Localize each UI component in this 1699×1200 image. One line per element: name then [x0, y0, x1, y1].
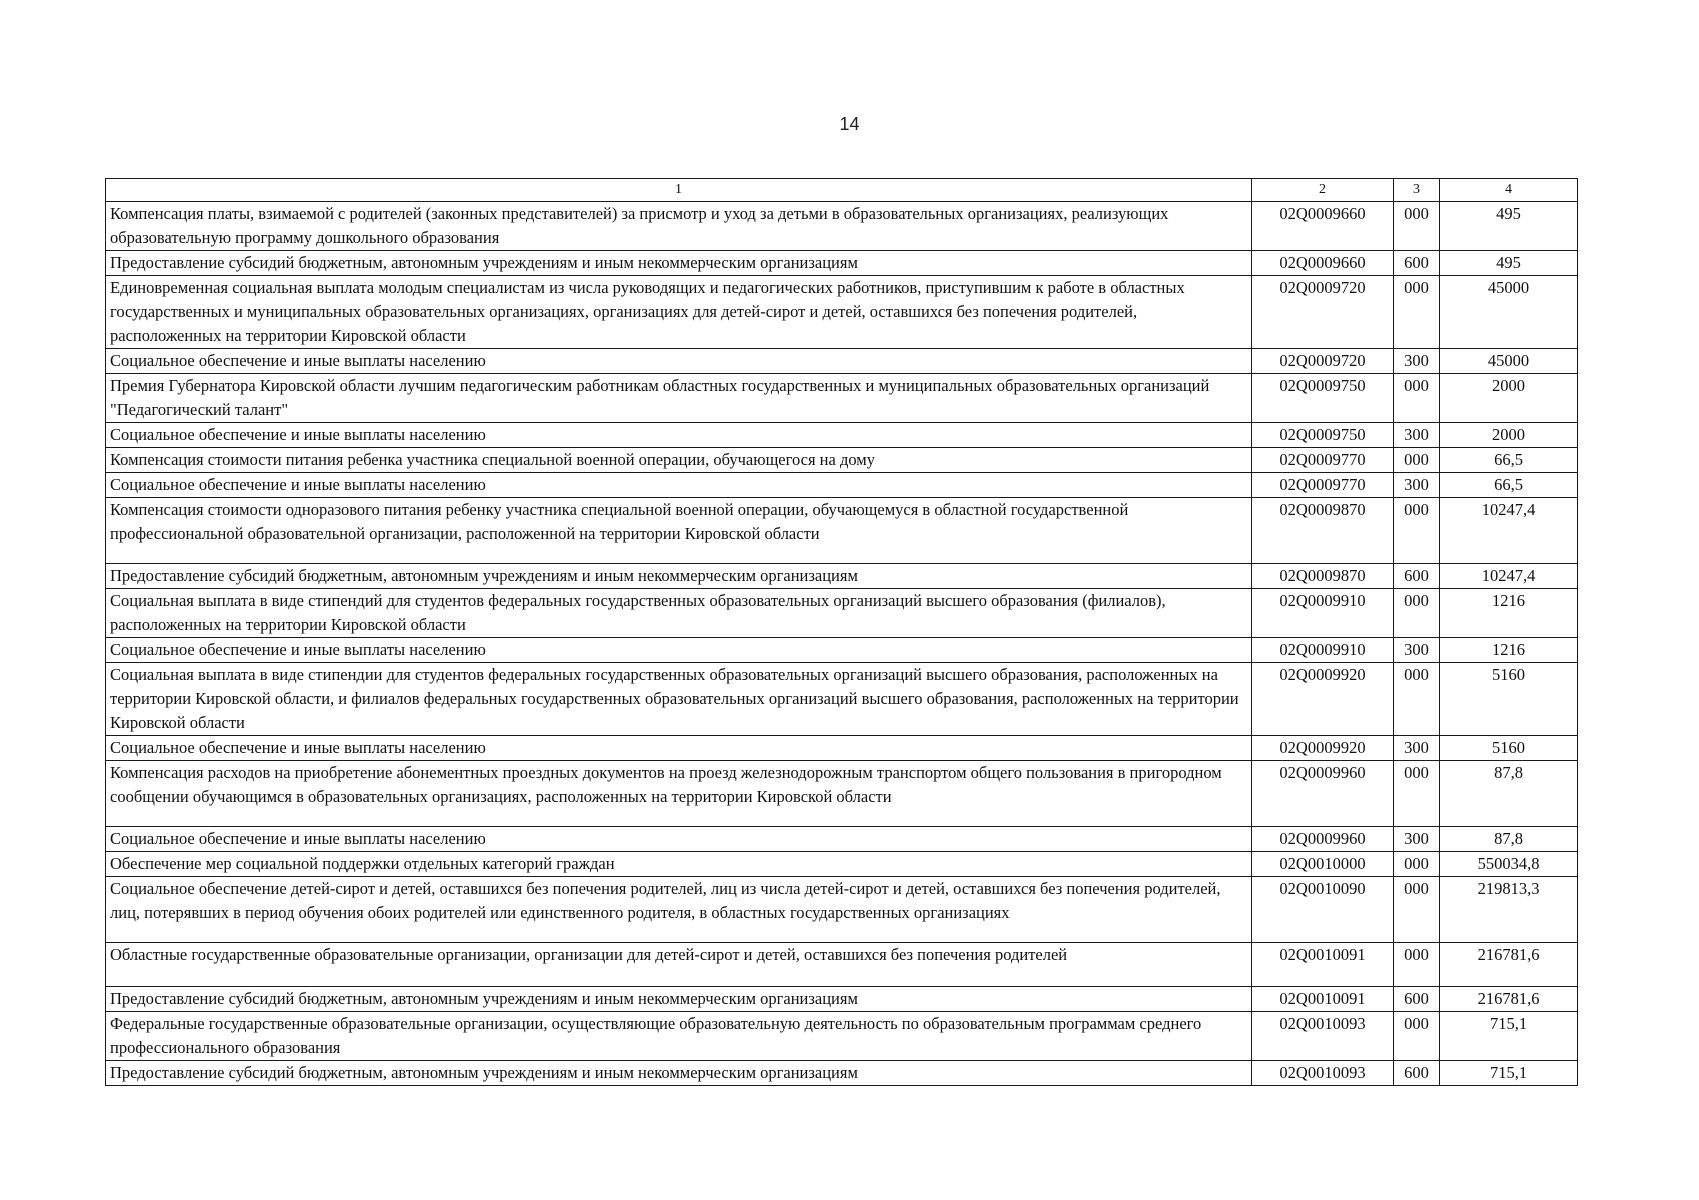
row-amount-cell: 87,8	[1440, 827, 1578, 852]
row-amount-cell: 66,5	[1440, 448, 1578, 473]
row-name-cell: Социальное обеспечение и иные выплаты населению	[106, 473, 1252, 498]
row-code-cell: 02Q0009660	[1252, 202, 1394, 251]
row-amount-cell: 216781,6	[1440, 987, 1578, 1012]
table-row	[106, 423, 1578, 448]
table-row	[106, 1061, 1578, 1086]
table-row	[106, 987, 1578, 1012]
page-number: 14	[839, 114, 860, 134]
row-name-cell: Социальное обеспечение и иные выплаты населению	[106, 423, 1252, 448]
column-header-2: 2	[1252, 179, 1394, 202]
budget-table	[105, 178, 1578, 1086]
row-type-cell: 000	[1394, 943, 1440, 987]
row-amount-cell: 216781,6	[1440, 943, 1578, 987]
table-row	[106, 638, 1578, 663]
row-type-cell: 000	[1394, 202, 1440, 251]
row-type-cell: 000	[1394, 448, 1440, 473]
row-type-cell: 300	[1394, 638, 1440, 663]
row-code-cell: 02Q0009960	[1252, 827, 1394, 852]
row-code-cell: 02Q0009770	[1252, 473, 1394, 498]
row-name-cell: Предоставление субсидий бюджетным, автономным учреждениям и иным некоммерческим организациям	[106, 987, 1252, 1012]
row-type-cell: 300	[1394, 827, 1440, 852]
table-row	[106, 877, 1578, 943]
row-amount-cell: 2000	[1440, 374, 1578, 423]
row-name-cell: Единовременная социальная выплата молодым специалистам из числа руководящих и педагогических работников, приступившим к работе в областных государственных и муниципальных образовательных организациях, организациях для детей-сирот и детей, оставшихся без попечения родителей, расположенных на территории Кировской области	[106, 276, 1252, 349]
row-type-cell: 300	[1394, 473, 1440, 498]
row-name-cell: Социальное обеспечение и иные выплаты населению	[106, 349, 1252, 374]
row-name-cell: Компенсация расходов на приобретение абонементных проездных документов на проезд железнодорожным транспортом общего пользования в пригородном сообщении обучающимся в образовательных организациях, расположенных на территории Кировской области	[106, 761, 1252, 827]
row-type-cell: 000	[1394, 276, 1440, 349]
row-code-cell: 02Q0009910	[1252, 589, 1394, 638]
table-row	[106, 852, 1578, 877]
table-row	[106, 663, 1578, 736]
row-amount-cell: 1216	[1440, 638, 1578, 663]
column-header-3: 3	[1394, 179, 1440, 202]
row-name-cell: Предоставление субсидий бюджетным, автономным учреждениям и иным некоммерческим организациям	[106, 251, 1252, 276]
row-name-cell: Компенсация стоимости одноразового питания ребенку участника специальной военной операции, обучающемуся в областной государственной профессиональной образовательной организации, расположенной на территории Кировской области	[106, 498, 1252, 564]
table-row	[106, 589, 1578, 638]
row-type-cell: 000	[1394, 877, 1440, 943]
table-row	[106, 349, 1578, 374]
row-amount-cell: 5160	[1440, 736, 1578, 761]
row-name-cell: Социальная выплата в виде стипендии для студентов федеральных государственных образовательных организаций высшего образования, расположенных на территории Кировской области, и филиалов федеральных государственных образовательных организаций высшего образования, расположенных на территории Кировской области	[106, 663, 1252, 736]
table-row	[106, 473, 1578, 498]
row-amount-cell: 715,1	[1440, 1061, 1578, 1086]
table-body	[106, 202, 1578, 1086]
row-name-cell: Социальная выплата в виде стипендий для студентов федеральных государственных образовательных организаций высшего образования (филиалов), расположенных на территории Кировской области	[106, 589, 1252, 638]
row-code-cell: 02Q0009660	[1252, 251, 1394, 276]
row-name-cell: Обеспечение мер социальной поддержки отдельных категорий граждан	[106, 852, 1252, 877]
table-row	[106, 374, 1578, 423]
row-type-cell: 600	[1394, 987, 1440, 1012]
row-amount-cell: 219813,3	[1440, 877, 1578, 943]
table-row	[106, 827, 1578, 852]
table-row	[106, 498, 1578, 564]
table-row	[106, 761, 1578, 827]
row-name-cell: Социальное обеспечение и иные выплаты населению	[106, 638, 1252, 663]
row-type-cell: 000	[1394, 761, 1440, 827]
row-type-cell: 300	[1394, 349, 1440, 374]
row-code-cell: 02Q0010093	[1252, 1012, 1394, 1061]
row-code-cell: 02Q0009960	[1252, 761, 1394, 827]
row-name-cell: Федеральные государственные образовательные организации, осуществляющие образовательную деятельность по образовательным программам среднего профессионального образования	[106, 1012, 1252, 1061]
row-name-cell: Социальное обеспечение детей-сирот и детей, оставшихся без попечения родителей, лиц из числа детей-сирот и детей, оставшихся без попечения родителей, лиц, потерявших в период обучения обоих родителей или единственного родителя, в областных государственных организациях	[106, 877, 1252, 943]
table-row	[106, 736, 1578, 761]
row-code-cell: 02Q0009720	[1252, 276, 1394, 349]
row-name-cell: Премия Губернатора Кировской области лучшим педагогическим работникам областных государственных и муниципальных образовательных организаций "Педагогический талант"	[106, 374, 1252, 423]
row-type-cell: 300	[1394, 736, 1440, 761]
row-amount-cell: 45000	[1440, 349, 1578, 374]
table-row	[106, 448, 1578, 473]
row-code-cell: 02Q0009920	[1252, 736, 1394, 761]
row-name-cell: Социальное обеспечение и иные выплаты населению	[106, 736, 1252, 761]
row-type-cell: 600	[1394, 1061, 1440, 1086]
table-row	[106, 564, 1578, 589]
table-row	[106, 1012, 1578, 1061]
row-name-cell: Предоставление субсидий бюджетным, автономным учреждениям и иным некоммерческим организациям	[106, 564, 1252, 589]
row-code-cell: 02Q0009910	[1252, 638, 1394, 663]
row-type-cell: 000	[1394, 498, 1440, 564]
row-code-cell: 02Q0010091	[1252, 987, 1394, 1012]
row-name-cell: Предоставление субсидий бюджетным, автономным учреждениям и иным некоммерческим организациям	[106, 1061, 1252, 1086]
row-type-cell: 600	[1394, 564, 1440, 589]
row-amount-cell: 66,5	[1440, 473, 1578, 498]
row-amount-cell: 10247,4	[1440, 498, 1578, 564]
row-code-cell: 02Q0009770	[1252, 448, 1394, 473]
table-header-row	[106, 179, 1578, 202]
row-name-cell: Социальное обеспечение и иные выплаты населению	[106, 827, 1252, 852]
row-type-cell: 000	[1394, 589, 1440, 638]
row-amount-cell: 495	[1440, 202, 1578, 251]
row-code-cell: 02Q0009750	[1252, 374, 1394, 423]
row-amount-cell: 2000	[1440, 423, 1578, 448]
table-row	[106, 276, 1578, 349]
row-amount-cell: 550034,8	[1440, 852, 1578, 877]
row-code-cell: 02Q0009920	[1252, 663, 1394, 736]
row-amount-cell: 715,1	[1440, 1012, 1578, 1061]
row-type-cell: 000	[1394, 663, 1440, 736]
table-row	[106, 943, 1578, 987]
column-header-4: 4	[1440, 179, 1578, 202]
row-amount-cell: 45000	[1440, 276, 1578, 349]
row-code-cell: 02Q0009720	[1252, 349, 1394, 374]
row-code-cell: 02Q0010000	[1252, 852, 1394, 877]
row-type-cell: 000	[1394, 852, 1440, 877]
row-code-cell: 02Q0010093	[1252, 1061, 1394, 1086]
row-name-cell: Компенсация стоимости питания ребенка участника специальной военной операции, обучающегося на дому	[106, 448, 1252, 473]
row-code-cell: 02Q0009870	[1252, 498, 1394, 564]
row-code-cell: 02Q0010090	[1252, 877, 1394, 943]
row-type-cell: 300	[1394, 423, 1440, 448]
row-type-cell: 000	[1394, 374, 1440, 423]
row-code-cell: 02Q0009750	[1252, 423, 1394, 448]
row-name-cell: Компенсация платы, взимаемой с родителей (законных представителей) за присмотр и уход за детьми в образовательных организациях, реализующих образовательную программу дошкольного образования	[106, 202, 1252, 251]
row-amount-cell: 495	[1440, 251, 1578, 276]
row-code-cell: 02Q0009870	[1252, 564, 1394, 589]
row-amount-cell: 87,8	[1440, 761, 1578, 827]
row-type-cell: 600	[1394, 251, 1440, 276]
table-row	[106, 251, 1578, 276]
row-amount-cell: 1216	[1440, 589, 1578, 638]
row-amount-cell: 10247,4	[1440, 564, 1578, 589]
row-code-cell: 02Q0010091	[1252, 943, 1394, 987]
row-type-cell: 000	[1394, 1012, 1440, 1061]
row-amount-cell: 5160	[1440, 663, 1578, 736]
table-row	[106, 202, 1578, 251]
row-name-cell: Областные государственные образовательные организации, организации для детей-сирот и детей, оставшихся без попечения родителей	[106, 943, 1252, 987]
column-header-1: 1	[106, 179, 1252, 202]
